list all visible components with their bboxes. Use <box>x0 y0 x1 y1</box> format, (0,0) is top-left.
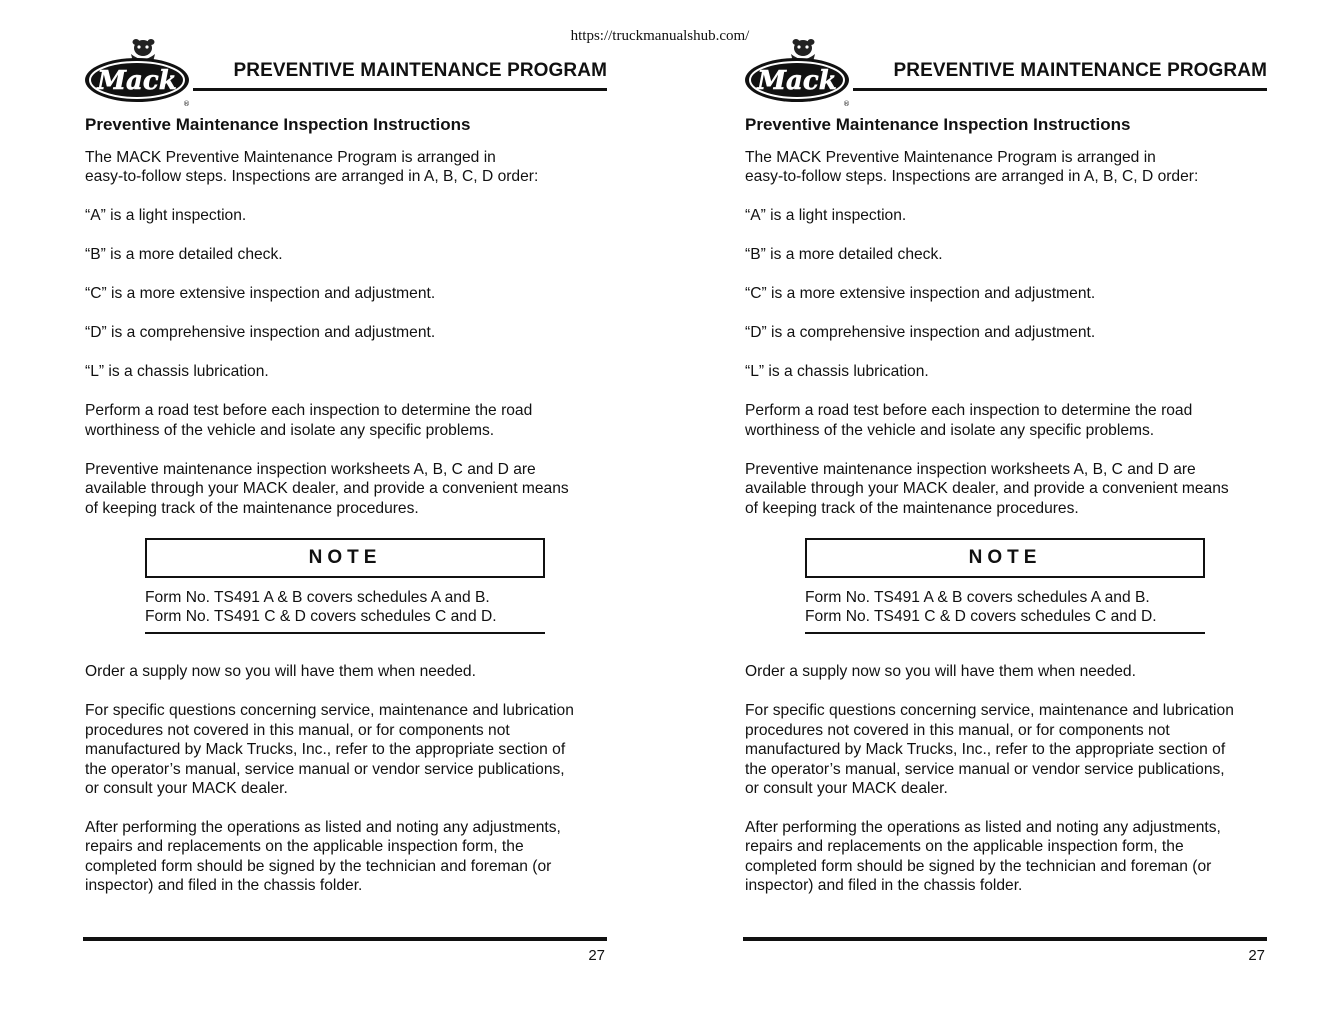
paragraph: Perform a road test before each inspection to determine the road worthiness of the vehicle and isolate any specific problems. <box>85 402 533 439</box>
paragraph: “D” is a comprehensive inspection and adjustment. <box>85 324 436 342</box>
svg-text:®: ® <box>183 100 190 108</box>
manual-page-right <box>727 0 1267 1020</box>
paragraph: Perform a road test before each inspection to determine the road worthiness of the vehicle and isolate any specific problems. <box>745 402 1193 439</box>
note-label: NOTE <box>145 538 545 578</box>
paragraph: The MACK Preventive Maintenance Program is arranged in easy-to-follow steps. Inspections are arranged in A, B, C, D order: <box>745 149 1199 186</box>
paragraph: “L” is a chassis lubrication. <box>85 363 269 381</box>
paragraph: After performing the operations as listed and noting any adjustments, repairs and replacements on the applicable inspection form, the completed form should be signed by the technician and foreman (or inspector) and filed in the chassis folder. <box>85 819 561 895</box>
page-number: 27 <box>588 947 605 964</box>
note-label: NOTE <box>805 538 1205 578</box>
logo-wordmark: Mack <box>757 66 837 96</box>
section-title: Preventive Maintenance Inspection Instructions <box>745 115 1131 134</box>
section-title: Preventive Maintenance Inspection Instructions <box>85 115 471 134</box>
paragraph: “D” is a comprehensive inspection and adjustment. <box>745 324 1096 342</box>
paragraph: “A” is a light inspection. <box>745 207 907 225</box>
paragraph: “C” is a more extensive inspection and adjustment. <box>745 285 1096 303</box>
manual-page-left <box>67 0 607 1020</box>
page-number: 27 <box>1248 947 1265 964</box>
paragraph: Order a supply now so you will have them when needed. <box>85 663 476 681</box>
paragraph: “A” is a light inspection. <box>85 207 247 225</box>
mack-logo-icon <box>743 34 855 108</box>
paragraph: “B” is a more detailed check. <box>745 246 943 264</box>
note-block <box>805 538 1205 635</box>
note-text: Form No. TS491 A & B covers schedules A and B. Form No. TS491 C & D covers schedules C and D. <box>145 578 545 635</box>
footer-rule <box>743 937 1267 941</box>
page-content <box>745 114 1269 915</box>
note-block <box>145 538 545 635</box>
paragraph: “L” is a chassis lubrication. <box>745 363 929 381</box>
note-text: Form No. TS491 A & B covers schedules A and B. Form No. TS491 C & D covers schedules C and D. <box>805 578 1205 635</box>
header-title: PREVENTIVE MAINTENANCE PROGRAM <box>233 60 607 81</box>
header-rule <box>193 88 607 91</box>
page-content <box>85 114 609 915</box>
svg-text:®: ® <box>843 100 850 108</box>
paragraph: Order a supply now so you will have them when needed. <box>745 663 1136 681</box>
source-url[interactable]: https://truckmanualshub.com/ <box>570 28 750 44</box>
header-title: PREVENTIVE MAINTENANCE PROGRAM <box>893 60 1267 81</box>
paragraph: “B” is a more detailed check. <box>85 246 283 264</box>
header-rule <box>853 88 1267 91</box>
paragraph: Preventive maintenance inspection worksheets A, B, C and D are available through your MACK dealer, and provide a convenient means of keeping track of the maintenance procedures. <box>745 460 1229 517</box>
paragraph: The MACK Preventive Maintenance Program is arranged in easy-to-follow steps. Inspections are arranged in A, B, C, D order: <box>85 149 539 186</box>
paragraph: “C” is a more extensive inspection and adjustment. <box>85 285 436 303</box>
paragraph: Preventive maintenance inspection worksheets A, B, C and D are available through your MACK dealer, and provide a convenient means of keeping track of the maintenance procedures. <box>85 460 569 517</box>
paragraph: For specific questions concerning service, maintenance and lubrication procedures not covered in this manual, or for components not manufactured by Mack Trucks, Inc., refer to the appropriate section of the operator’s manual, service manual or vendor service publications, or consult your MACK dealer. <box>745 702 1234 798</box>
paragraph: After performing the operations as listed and noting any adjustments, repairs and replacements on the applicable inspection form, the completed form should be signed by the technician and foreman (or inspector) and filed in the chassis folder. <box>745 819 1221 895</box>
footer-rule <box>83 937 607 941</box>
paragraph: For specific questions concerning service, maintenance and lubrication procedures not covered in this manual, or for components not manufactured by Mack Trucks, Inc., refer to the appropriate section of the operator’s manual, service manual or vendor service publications, or consult your MACK dealer. <box>85 702 574 798</box>
logo-wordmark: Mack <box>97 66 177 96</box>
mack-logo-icon <box>83 34 195 108</box>
